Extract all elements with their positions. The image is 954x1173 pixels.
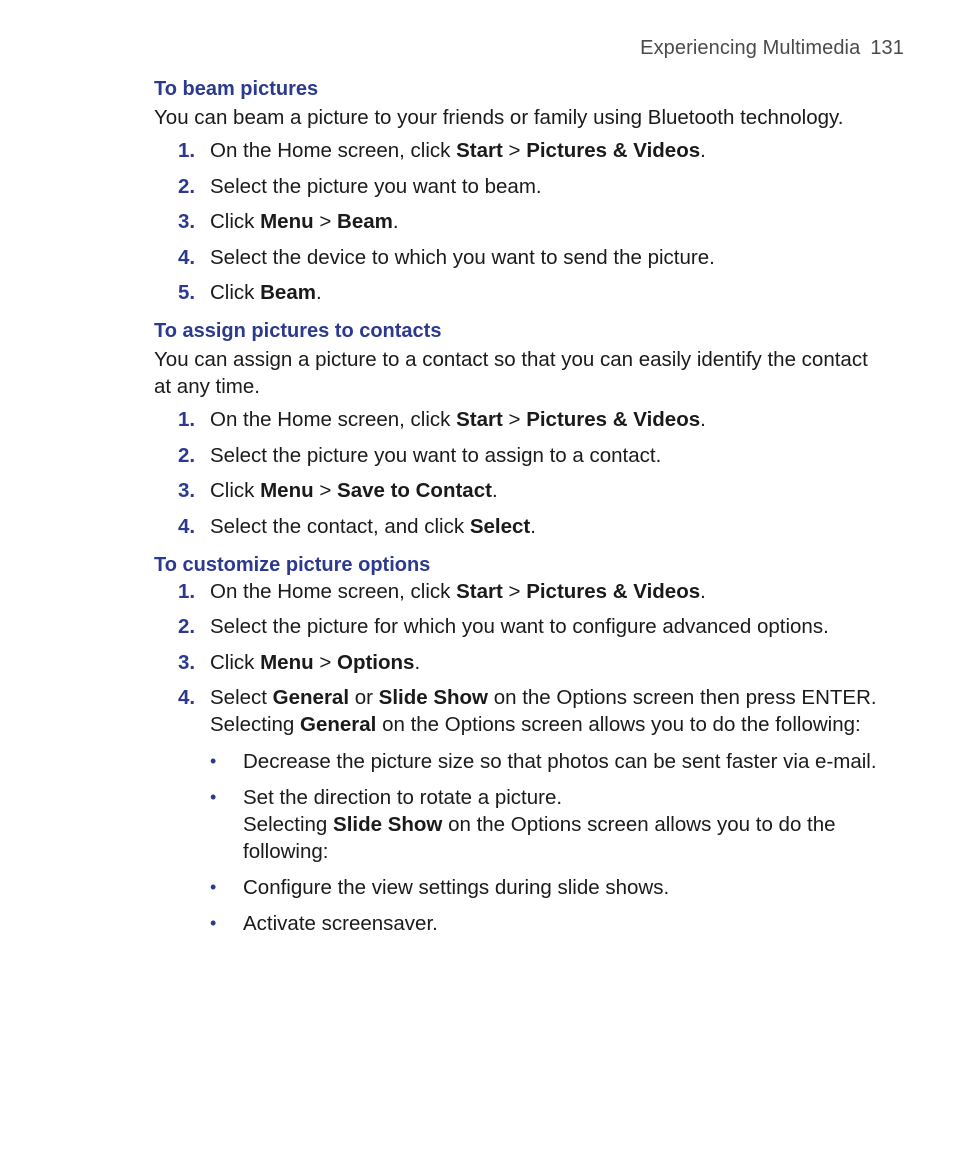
text-run: Selecting <box>210 713 301 736</box>
text-run: . <box>700 408 706 431</box>
step-subparagraph <box>210 711 884 738</box>
text-run: . <box>491 479 498 502</box>
text-run: Activate screensaver. <box>243 912 438 935</box>
bold-term: Menu <box>260 479 314 502</box>
step-number: 3. <box>178 650 196 674</box>
bold-term: Start <box>456 408 503 431</box>
step-number: 4. <box>178 686 196 709</box>
step-text <box>210 479 498 502</box>
steps-list <box>154 578 884 938</box>
step-item <box>154 279 884 306</box>
page-header <box>640 37 904 60</box>
text-run: Select the contact, and click <box>210 514 470 538</box>
step-text <box>210 246 715 269</box>
step-item <box>154 208 884 235</box>
bold-term: Save to Contact <box>337 479 492 502</box>
bold-term: Beam <box>260 281 316 304</box>
step-text <box>210 515 536 538</box>
step-number: 2. <box>178 174 196 198</box>
bullet-item <box>210 748 884 775</box>
bullet-item <box>210 874 884 901</box>
text-run: Decrease the picture size so that photos can be sent faster via e-mail. <box>243 750 877 773</box>
text-run: . <box>315 281 322 304</box>
step-number: 5. <box>178 281 196 304</box>
step-number: 1. <box>178 579 196 603</box>
step-text <box>210 408 706 431</box>
section-heading: To beam pictures <box>154 78 319 100</box>
step-item <box>154 513 884 540</box>
bullet-marker: • <box>210 751 217 771</box>
step-item <box>154 578 884 605</box>
step-text <box>210 175 542 198</box>
text-run: . <box>700 579 706 603</box>
step-item <box>154 406 884 433</box>
text-run: Select the picture you want to assign to a contact. <box>210 443 662 467</box>
text-run: Click <box>210 650 261 674</box>
text-run: . <box>414 650 421 674</box>
bold-term: Menu <box>260 210 314 233</box>
step-text <box>210 210 399 233</box>
section-heading: To assign pictures to contacts <box>154 320 442 342</box>
text-run: Configure the view settings during slide shows. <box>243 876 670 899</box>
bold-term: Pictures & Videos <box>526 139 701 162</box>
step-item <box>154 684 884 937</box>
bullet-item <box>210 910 884 937</box>
section <box>154 552 884 938</box>
step-text <box>210 580 706 603</box>
step-text <box>210 281 322 304</box>
bold-term: Start <box>456 139 503 162</box>
step-text <box>210 651 420 674</box>
page-number: 131 <box>870 37 904 59</box>
bold-term: Menu <box>260 650 314 674</box>
bold-term: Start <box>456 579 503 603</box>
steps-list <box>154 137 884 306</box>
bold-term: Options <box>337 650 415 674</box>
step-text <box>210 686 877 709</box>
bullet-marker: • <box>210 877 217 897</box>
step-number: 2. <box>178 443 196 467</box>
bold-term: Slide Show <box>333 813 443 836</box>
bold-term: Pictures & Videos <box>526 579 701 603</box>
text-run: > <box>313 650 338 674</box>
chapter-title: Experiencing Multimedia <box>640 37 861 59</box>
text-run: on the Options screen allows you to do the following: <box>243 813 836 863</box>
bold-term: Beam <box>337 210 393 233</box>
text-run: Click <box>210 479 261 502</box>
step-number: 1. <box>178 408 196 431</box>
bullet-marker: • <box>210 787 217 807</box>
text-run: on the Options screen allows you to do the following: <box>376 713 861 736</box>
bold-term: Select <box>469 514 531 538</box>
step-number: 3. <box>178 479 196 502</box>
text-run: > <box>313 479 338 502</box>
bullet-list <box>210 748 884 937</box>
step-text <box>210 444 661 467</box>
bullet-item <box>210 784 884 865</box>
text-run: Select the picture for which you want to configure advanced options. <box>210 615 829 638</box>
bullet-text <box>243 876 669 899</box>
bold-term: General <box>272 686 350 709</box>
bold-term: Pictures & Videos <box>526 408 701 431</box>
step-item <box>154 613 884 640</box>
section <box>154 76 884 306</box>
text-run: On the Home screen, click <box>210 579 457 603</box>
text-run: . <box>700 139 706 162</box>
step-item <box>154 244 884 271</box>
bold-term: Slide Show <box>378 686 489 709</box>
step-item <box>154 173 884 200</box>
bullet-marker: • <box>210 913 217 933</box>
step-item <box>154 649 884 676</box>
section-intro: You can beam a picture to your friends or family using Bluetooth technology. <box>154 106 844 129</box>
step-number: 4. <box>178 245 196 269</box>
step-number: 3. <box>178 210 196 233</box>
text-run: on the Options screen then press ENTER. <box>488 686 877 709</box>
text-run: > <box>502 579 527 603</box>
text-run: . <box>392 210 399 233</box>
bullet-subparagraph <box>243 811 884 865</box>
text-run: Selecting <box>243 813 334 836</box>
text-run: Select the picture you want to beam. <box>210 174 542 198</box>
text-run: Click <box>210 210 261 233</box>
step-item <box>154 137 884 164</box>
step-item <box>154 442 884 469</box>
step-number: 4. <box>178 514 196 538</box>
text-run: . <box>530 514 536 538</box>
section-heading: To customize picture options <box>154 553 431 576</box>
text-run: On the Home screen, click <box>210 408 457 431</box>
bullet-text <box>243 912 438 935</box>
section <box>154 318 884 540</box>
bullet-text <box>243 786 562 809</box>
text-run: > <box>502 408 527 431</box>
text-run: Click <box>210 281 261 304</box>
section-intro: You can assign a picture to a contact so that you can easily identify the contact at any time. <box>154 348 868 398</box>
bullet-text <box>243 750 877 773</box>
text-run: > <box>313 210 338 233</box>
step-number: 1. <box>178 139 196 162</box>
step-text <box>210 139 706 162</box>
text-run: Set the direction to rotate a picture. <box>243 786 563 809</box>
text-run: Select <box>210 686 273 709</box>
text-run: or <box>349 686 379 709</box>
step-number: 2. <box>178 615 196 638</box>
text-run: On the Home screen, click <box>210 139 457 162</box>
text-run: Select the device to which you want to send the picture. <box>210 245 715 269</box>
steps-list <box>154 406 884 540</box>
page-content <box>154 76 884 949</box>
text-run: > <box>502 139 527 162</box>
step-text <box>210 615 829 638</box>
bold-term: General <box>300 713 377 736</box>
step-item <box>154 477 884 504</box>
